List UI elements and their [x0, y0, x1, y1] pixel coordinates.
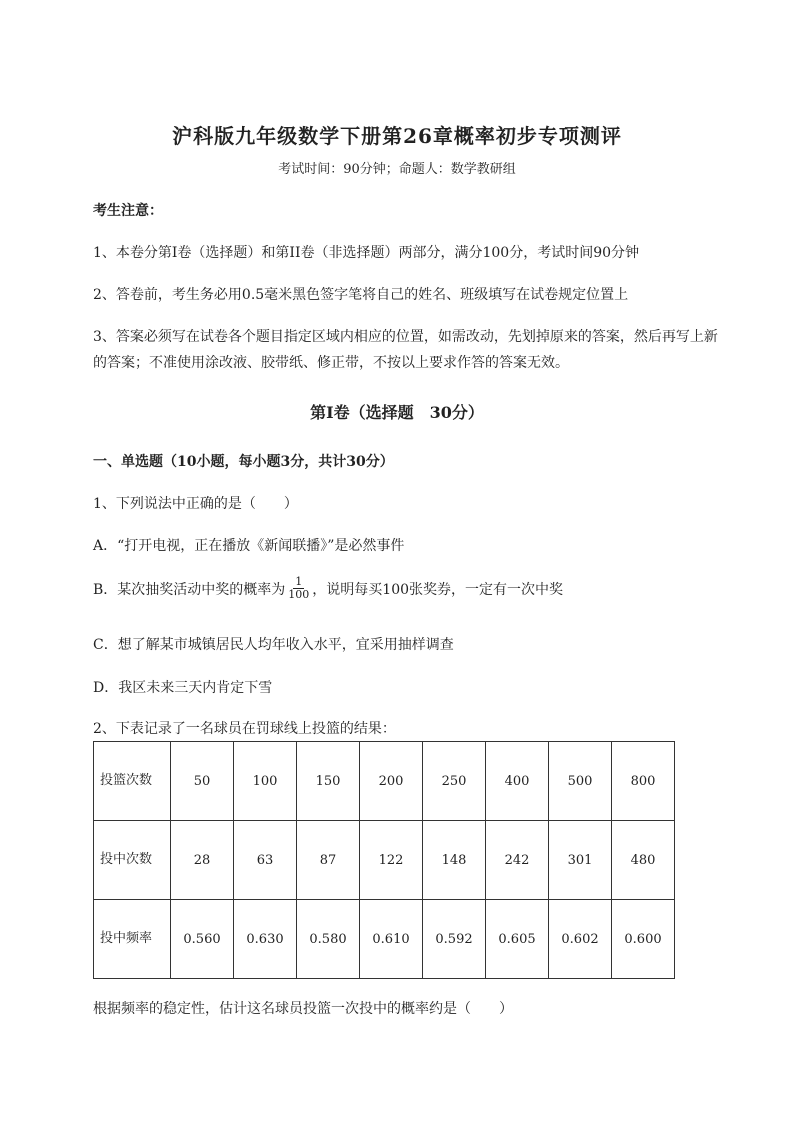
table-cell: 400	[486, 742, 549, 821]
table-cell: 0.592	[423, 900, 486, 979]
notice-item-3: 3、答案必须写在试卷各个题目指定区域内相应的位置，如需改动，先划掉原来的答案，然后再写上新	[93, 329, 718, 345]
table-row	[94, 900, 675, 979]
table-cell: 28	[171, 821, 234, 900]
q1-option-c: C．想了解某市城镇居民人均年收入水平，宜采用抽样调查	[93, 637, 454, 653]
q2-stem: 2、下表记录了一名球员在罚球线上投篮的结果：	[93, 721, 396, 737]
table-cell: 50	[171, 742, 234, 821]
row-header-frequency: 投中频率	[94, 900, 171, 979]
section-title: 第I卷（选择题 30分）	[310, 403, 484, 422]
exam-title: 沪科版九年级数学下册第26章概率初步专项测评	[172, 124, 622, 148]
q1-stem: 1、下列说法中正确的是（ ）	[93, 496, 298, 512]
q2-question: 根据频率的稳定性，估计这名球员投篮一次投中的概率约是（ ）	[93, 1001, 513, 1017]
table-cell: 0.560	[171, 900, 234, 979]
table-cell: 0.610	[360, 900, 423, 979]
q1-option-b	[93, 576, 563, 601]
shooting-results-table	[93, 741, 675, 979]
table-cell: 0.602	[549, 900, 612, 979]
table-cell: 200	[360, 742, 423, 821]
table-cell: 0.600	[612, 900, 675, 979]
q1-option-a: A．“打开电视，正在播放《新闻联播》”是必然事件	[93, 538, 405, 554]
notice-item-3-cont: 的答案；不准使用涂改液、胶带纸、修正带，不按以上要求作答的答案无效。	[93, 355, 569, 371]
table-cell: 100	[234, 742, 297, 821]
fraction-numerator: 1	[295, 575, 303, 588]
table-cell: 0.630	[234, 900, 297, 979]
table-cell: 87	[297, 821, 360, 900]
table-cell: 500	[549, 742, 612, 821]
table-row	[94, 821, 675, 900]
notice-item-2: 2、答卷前，考生务必用0.5毫米黑色签字笔将自己的姓名、班级填写在试卷规定位置上	[93, 287, 629, 303]
part-heading: 一、单选题（10小题，每小题3分，共计30分）	[93, 454, 394, 470]
q1-option-d: D．我区未来三天内肯定下雪	[93, 680, 273, 696]
notice-item-1: 1、本卷分第I卷（选择题）和第II卷（非选择题）两部分，满分100分，考试时间90分钟	[93, 245, 640, 261]
table-cell: 800	[612, 742, 675, 821]
q1-option-b-text-pre: B．某次抽奖活动中奖的概率为	[93, 581, 286, 598]
table-cell: 150	[297, 742, 360, 821]
fraction-denominator: 100	[288, 588, 310, 602]
notice-heading: 考生注意：	[93, 203, 163, 219]
table-cell: 250	[423, 742, 486, 821]
row-header-hits: 投中次数	[94, 821, 171, 900]
probability-fraction	[286, 576, 311, 601]
row-header-attempts: 投篮次数	[94, 742, 171, 821]
table-cell: 148	[423, 821, 486, 900]
q1-option-b-text-post: ，说明每买100张奖券，一定有一次中奖	[312, 581, 564, 598]
table-cell: 242	[486, 821, 549, 900]
table-cell: 63	[234, 821, 297, 900]
exam-subtitle: 考试时间：90分钟；命题人：数学教研组	[278, 162, 516, 177]
table-cell: 122	[360, 821, 423, 900]
table-row	[94, 742, 675, 821]
table-cell: 0.605	[486, 900, 549, 979]
table-cell: 480	[612, 821, 675, 900]
table-cell: 0.580	[297, 900, 360, 979]
table-cell: 301	[549, 821, 612, 900]
